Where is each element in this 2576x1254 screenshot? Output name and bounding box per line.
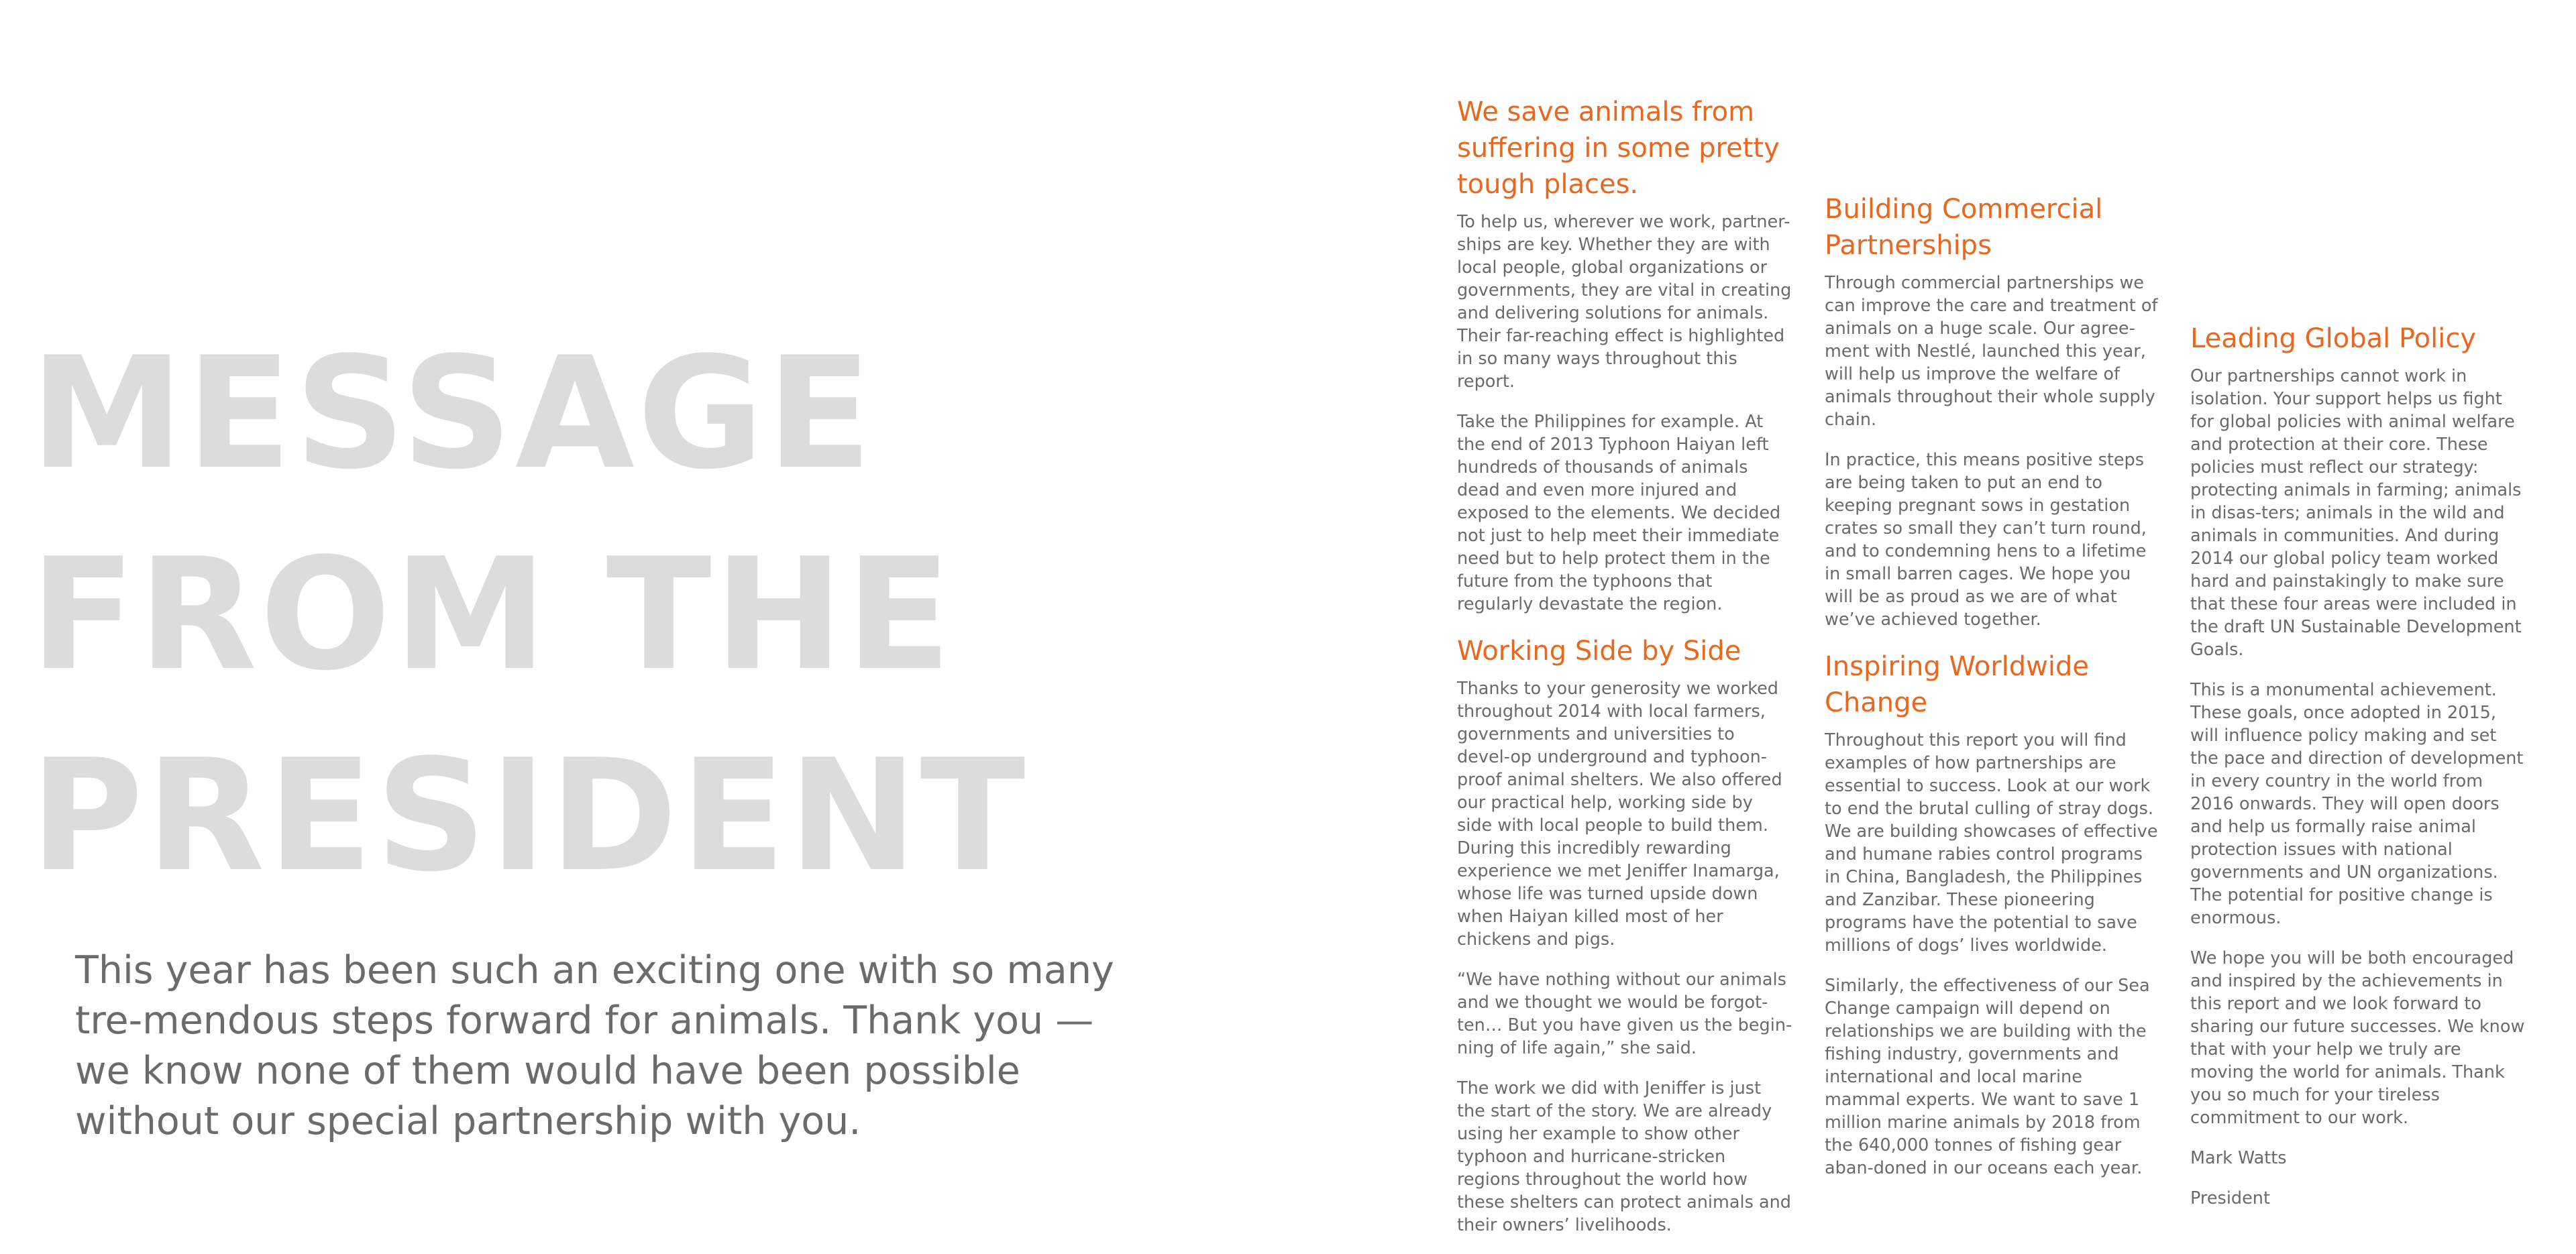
column-3 (2190, 321, 2526, 1227)
section-worldwide-change (1825, 648, 2160, 1180)
paragraph: The work we did with Jeniffer is just the start of the story. We are already using her example to show other typhoon and hurricane-stricken regions throughout the world how these shelters can protect animals and their owners’ livelihoods. (1457, 1078, 1791, 1235)
paragraph: Our partnerships cannot work in isolation. Your support helps us fight for global policies with animal welfare and protection at their core. These policies must reflect our strategy: protecting animals in farming; animals in disas-ters; animals in the wild and animals in communities. And during 2014 our global policy team worked hard and painstakingly to make sure that these four areas were included in the draft UN Sustainable Development Goals. (2190, 366, 2522, 660)
headline-line-1: MESSAGE (30, 325, 875, 504)
column-1 (1457, 94, 1792, 1254)
signature-name: Mark Watts (2190, 1148, 2287, 1168)
paragraph: Thanks to your generosity we worked throughout 2014 with local farmers, governments and universities to devel-op underground and typhoon-proof animal shelters. We also offered our practical help, working side by side with local people to build them. During this incredibly rewarding experience we met Jeniffer Inamarga, whose life was turned upside down when Haiyan killed most of her chickens and pigs. (1457, 679, 1782, 950)
headline-line-2: FROM THE (30, 526, 955, 705)
section-heading: Inspiring Worldwide Change (1825, 651, 2089, 718)
paragraph: In practice, this means positive steps are being taken to put an end to keeping pregnant sows in gestation crates so small they can’t turn round, and to condemning hens to a lifetime in small barren cages. We hope you will be as proud as we are of what we’ve achieved together. (1825, 450, 2147, 630)
paragraph: “We have nothing without our animals and we thought we would be forgot-ten… But you have given us the begin-ning of life again,” she said. (1457, 970, 1792, 1058)
headline-line-3: PRESIDENT (30, 727, 1028, 906)
column-2 (1825, 191, 2160, 1197)
section-commercial-partnerships (1825, 191, 2160, 631)
section-heading: Building Commercial Partnerships (1825, 194, 2103, 261)
section-heading: We save animals from suffering in some pretty tough places. (1457, 97, 1780, 200)
paragraph: To help us, wherever we work, partner-ships are key. Whether they are with local people, global organizations or governments, they are vital in creating and delivering solutions for animals. Their far-reaching effect is highlighted in so many ways throughout this report. (1457, 212, 1792, 392)
section-heading: Leading Global Policy (2190, 323, 2477, 354)
signature-title: President (2190, 1188, 2270, 1208)
section-save-animals (1457, 94, 1792, 616)
paragraph: Through commercial partnerships we can improve the care and treatment of animals on a huge scale. Our agree-ment with Nestlé, launched this year, will help us improve the welfare of animals throughout their whole supply chain. (1825, 273, 2158, 430)
section-working-side-by-side (1457, 633, 1792, 1237)
paragraph: Similarly, the effectiveness of our Sea Change campaign will depend on relationships we are building with the fishing industry, governments and international and local marine mammal experts. We want to save 1 million marine animals by 2018 from the 640,000 tonnes of fishing gear aban-doned in our oceans each year. (1825, 976, 2150, 1178)
section-heading: Working Side by Side (1457, 636, 1741, 667)
paragraph: Take the Philippines for example. At the end of 2013 Typhoon Haiyan left hundreds of thousands of animals dead and even more injured and exposed to the elements. We decided not just to help meet their immediate need but to help protect them in the future from the typhoons that regularly devastate the region. (1457, 412, 1781, 614)
section-global-policy (2190, 321, 2526, 1210)
headline (30, 314, 1028, 917)
paragraph: Throughout this report you will find examples of how partnerships are essential to success. Look at our work to end the brutal culling of stray dogs. We are building showcases of effective and humane rabies control programs in China, Bangladesh, the Philippines and Zanzibar. These pioneering programs have the potential to save millions of dogs’ lives worldwide. (1825, 730, 2158, 956)
paragraph: We hope you will be both encouraged and inspired by the achievements in this report and we look forward to sharing our future successes. We know that with your help we truly are moving the world for animals. Thank you so much for your tireless commitment to our work. (2190, 948, 2525, 1128)
paragraph: This is a monumental achievement. These goals, once adopted in 2015, will influence policy making and set the pace and direction of development in every country in the world from 2016 onwards. They will open doors and help us formally raise animal protection issues with national governments and UN organizations. The potential for positive change is enormous. (2190, 680, 2524, 928)
intro-text: This year has been such an exciting one with so many tre-mendous steps forward for animals. Thank you — we know none of them would have been possible without our special partnership with you. (75, 948, 1114, 1143)
